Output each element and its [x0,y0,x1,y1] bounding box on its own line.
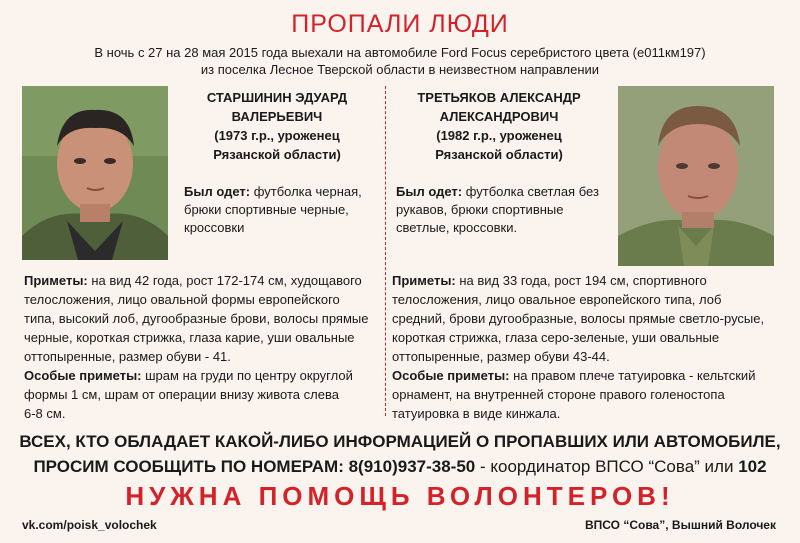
special-text: шрам на груди по центру округлой [141,368,353,383]
person-left-name-line1: СТАРШИНИН ЭДУАРД [206,90,348,105]
special-text: татуировка в виде кинжала. [392,406,561,421]
person-left-special [24,366,382,423]
person-right-special [392,366,790,423]
special-label: Особые приметы: [392,368,510,383]
signs-text: телосложения, лицо овальное европейского типа, лоб [392,292,722,307]
signs-text: средний, брови дугообразные, волосы прямые светло-русые, [392,311,765,326]
person-right-origin: Рязанской области) [435,147,563,162]
volunteer-help-banner: НУЖНА ПОМОЩЬ ВОЛОНТЕРОВ! [125,481,675,511]
signs-text: типа, высокий лоб, дугообразные брови, волосы прямые [24,311,369,326]
signs-text: на вид 33 года, рост 194 см, спортивного [455,273,707,288]
special-text: 6-8 см. [24,406,66,421]
signs-text: черные, короткая стрижка, глаза карие, уши овальные [24,330,355,345]
intro-text [0,44,800,78]
clothes-label: Был одет: [396,184,463,199]
special-text: формы 1 см, шрам от операции внизу живота слева [24,387,339,402]
signs-text: оттопыренные, размер обуви 43-44. [392,349,610,364]
person-left-signs [24,271,382,366]
footer-org: ВПСО “Сова”, Вышний Волочек [585,518,776,532]
signs-label: Приметы: [392,273,456,288]
person-right-name [390,88,608,164]
page-title: ПРОПАЛИ ЛЮДИ [291,10,509,38]
special-text: орнамент, на внутренней стороне правого голеностопа [392,387,725,402]
person-right-signs [392,271,790,366]
person-left-name-line2: ВАЛЕРЬЕВИЧ [231,109,323,124]
appeal-coordinator: - координатор ВПСО “Сова” или [475,457,739,476]
clothes-text: брюки спортивные черные, [184,202,349,217]
person-left-birth: (1973 г.р., уроженец [214,128,340,143]
signs-text: на вид 42 года, рост 172-174 см, худощавого [87,273,362,288]
appeal-phone: ПРОСИМ СООБЩИТЬ ПО НОМЕРАМ: 8(910)937-38-50 [33,457,476,476]
person-right-clothes [396,183,616,237]
intro-line-2: из поселка Лесное Тверской области в неизвестном направлении [200,62,600,77]
signs-label: Приметы: [24,273,88,288]
signs-text: короткая стрижка, глаза серо-зеленые, уши овальные [392,330,720,345]
footer-link[interactable]: vk.com/poisk_volochek [22,518,157,532]
person-right-name-line1: ТРЕТЬЯКОВ АЛЕКСАНДР [417,90,581,105]
person-left-clothes [184,183,384,237]
appeal-line-2 [0,455,800,479]
person-right-name-line2: АЛЕКСАНДРОВИЧ [439,109,559,124]
person-right-birth: (1982 г.р., уроженец [436,128,562,143]
person-left-origin: Рязанской области) [213,147,341,162]
appeal-emergency-number: 102 [738,457,767,476]
signs-text: оттопыренные, размер обуви - 41. [24,349,231,364]
clothes-text: футболка светлая без [462,184,599,199]
person-left-name [168,88,386,164]
appeal-line-1: ВСЕХ, КТО ОБЛАДАЕТ КАКОЙ-ЛИБО ИНФОРМАЦИЕЙ О ПРОПАВШИХ ИЛИ АВТОМОБИЛЕ, [19,432,781,451]
photo-left [22,86,168,260]
photo-right [618,86,774,266]
clothes-text: светлые, кроссовки. [396,220,518,235]
signs-text: телосложения, лицо овальной формы европейского [24,292,340,307]
special-label: Особые приметы: [24,368,142,383]
clothes-text: кроссовки [184,220,245,235]
clothes-text: футболка черная, [250,184,362,199]
special-text: на правом плече татуировка - кельтский [509,368,756,383]
intro-line-1: В ночь с 27 на 28 мая 2015 года выехали на автомобиле Ford Focus серебристого цвета (е011км197) [94,45,706,60]
clothes-label: Был одет: [184,184,251,199]
clothes-text: рукавов, брюки спортивные [396,202,564,217]
